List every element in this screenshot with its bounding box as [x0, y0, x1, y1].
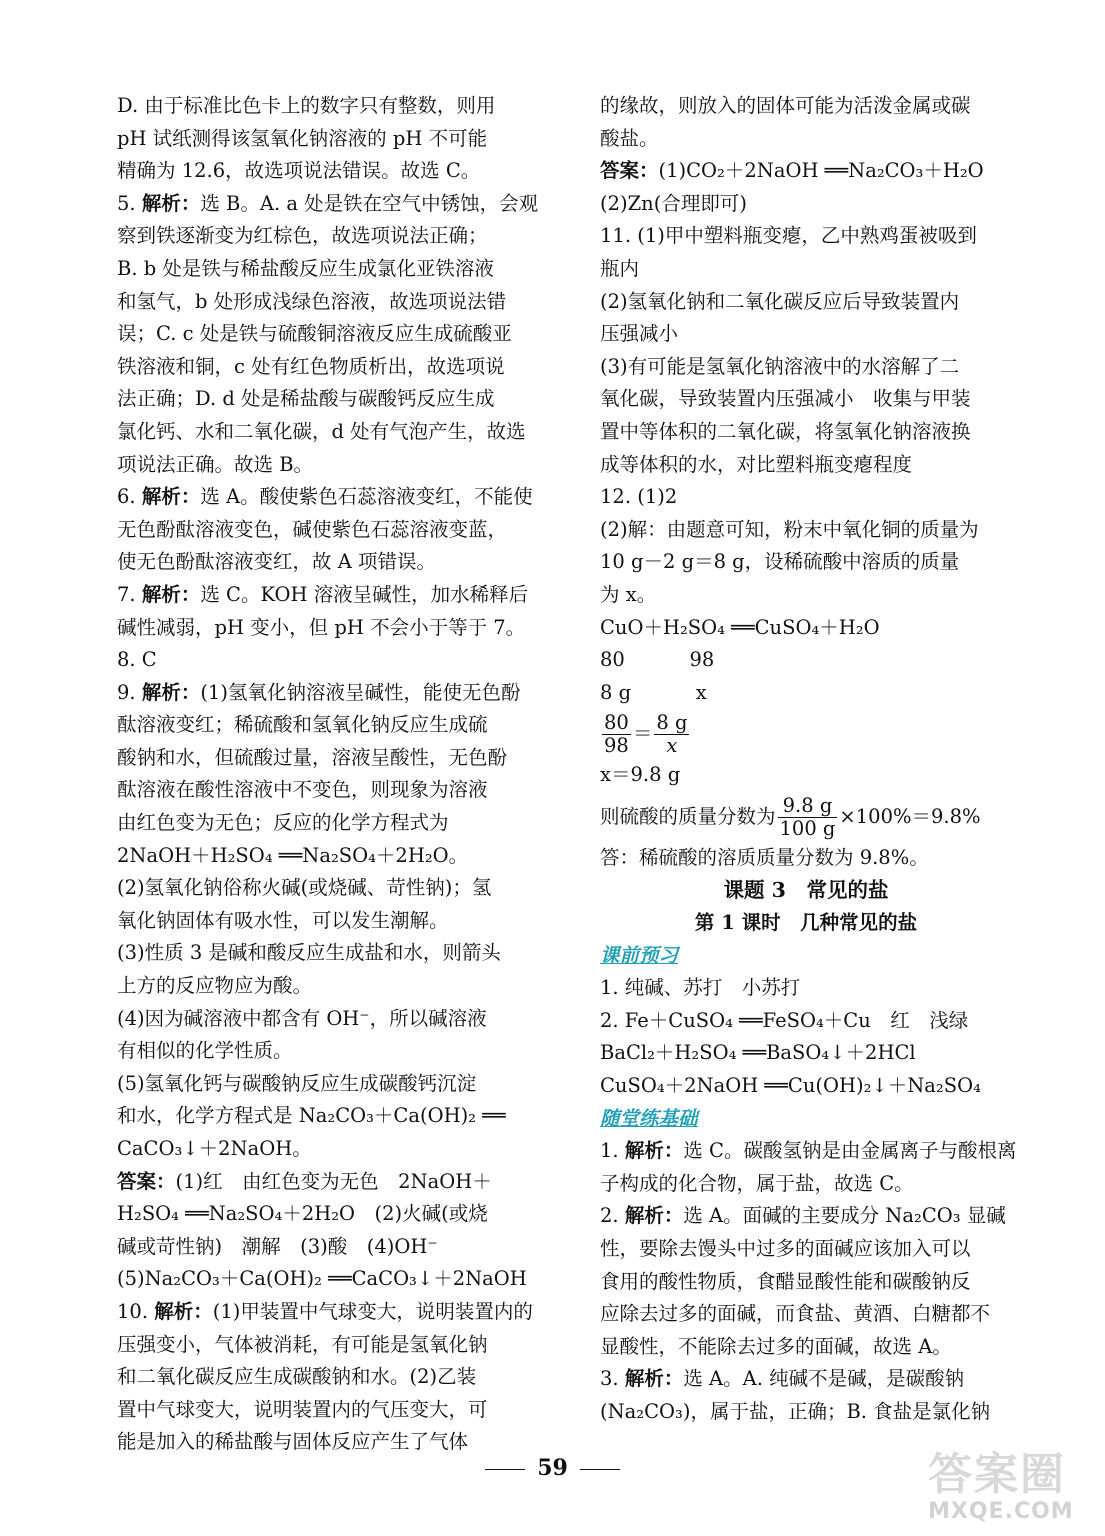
- fraction-equation: [600, 709, 1012, 759]
- text-line: 9. 解析：(1)氢氧化钠溶液呈碱性，能使无色酚: [117, 680, 521, 704]
- watermark-cn: 答案圈: [928, 1449, 1066, 1500]
- text-line: 项说法正确。故选 B。: [117, 452, 314, 476]
- marker-label: 解析：: [624, 1367, 684, 1391]
- fraction-numerator: 9.8 g: [778, 795, 838, 818]
- text-line: (3)有可能是氢氧化钠溶液中的水溶解了二: [600, 354, 960, 378]
- text-line: 瓶内: [600, 256, 640, 280]
- fraction-8g-x: [654, 712, 689, 757]
- text-line: 性，要除去馒头中过多的面碱应该加入可以: [600, 1237, 971, 1260]
- text-line: 3. 解析：选 A。A. 纯碱不是碱，是碳酸钠: [600, 1367, 965, 1391]
- text-line: 置中气球变大，说明装置内的气压变大，可: [117, 1397, 488, 1421]
- fraction-denominator: x: [666, 734, 678, 758]
- mass-fraction-suffix: ×100%＝9.8%: [839, 804, 981, 828]
- text-line: 2NaOH＋H₂SO₄ ══Na₂SO₄＋2H₂O。: [117, 843, 469, 867]
- text-line: 2. Fe＋CuSO₄ ══FeSO₄＋Cu 红 浅绿: [600, 1008, 969, 1032]
- text-line: 成等体积的水，对比塑料瓶变瘪程度: [600, 452, 913, 476]
- text-line: 铁溶液和铜，c 处有红色物质析出，故选项说: [117, 354, 505, 378]
- text-line: 6. 解析：选 A。酸使紫色石蕊溶液变红，不能使: [117, 485, 533, 509]
- watermark-logo: [928, 1450, 1098, 1530]
- text-line: 为 x。: [600, 582, 657, 606]
- marker-label: 解析：: [624, 1139, 684, 1163]
- marker-label: 答案：: [117, 1169, 176, 1193]
- section-basic: [600, 1103, 1012, 1136]
- text-line: 答：稀硫酸的溶质质量分数为 9.8%。: [600, 845, 929, 869]
- text-line: 碱或苛性钠) 潮解 (3)酸 (4)OH⁻: [117, 1234, 438, 1258]
- marker-label: 解析：: [154, 1299, 213, 1323]
- fraction-mass: [778, 795, 838, 840]
- left-column: [117, 90, 539, 1459]
- period-heading: 第 1 课时 几种常见的盐: [694, 911, 918, 935]
- lesson-heading: 课题 3 常见的盐: [723, 878, 889, 903]
- dash-left: [485, 1469, 525, 1470]
- fraction-denominator: 98: [604, 734, 629, 758]
- text-line: 和二氧化碳反应生成碳酸钠和水。(2)乙装: [117, 1365, 477, 1389]
- text-line: x＝9.8 g: [600, 763, 681, 787]
- page-number-text: 59: [537, 1455, 568, 1481]
- marker-label: 解析：: [141, 191, 201, 215]
- text-line: 酸钠和水，但硫酸过量，溶液呈酸性，无色酚: [117, 745, 508, 769]
- fraction-numerator: 80: [604, 711, 629, 735]
- text-line: 酞溶液在酸性溶液中不变色，则现象为溶液: [117, 778, 488, 802]
- text-line: CuSO₄＋2NaOH ══Cu(OH)₂↓＋Na₂SO₄: [600, 1074, 981, 1098]
- fraction-denominator: 100 g: [779, 816, 836, 840]
- text-line: 能是加入的稀盐酸与固体反应产生了气体: [117, 1430, 469, 1454]
- marker-label: 答案：: [600, 159, 659, 183]
- text-line: H₂SO₄ ══Na₂SO₄＋2H₂O (2)火碱(或烧: [117, 1202, 488, 1226]
- fraction-80-98: [602, 712, 631, 757]
- text-line: D. 由于标准比色卡上的数字只有整数，则用: [117, 94, 496, 117]
- text-line: 置中等体积的二氧化碳，将氢氧化钠溶液换: [600, 419, 971, 443]
- section-label-preview: 课前预习: [600, 943, 679, 967]
- equals-sign: ＝: [632, 722, 653, 746]
- text-line: 10 g－2 g＝8 g，设稀硫酸中溶质的质量: [600, 550, 960, 574]
- mass-fraction-prefix: 则硫酸的质量分数为: [600, 804, 776, 828]
- text-line: 氧化碳，导致装置内压强减小 收集与甲装: [600, 387, 971, 411]
- text-line: 精确为 12.6，故选项说法错误。故选 C。: [117, 159, 481, 183]
- text-line: 上方的反应物应为酸。: [117, 974, 313, 998]
- text-line: (2)解：由题意可知，粉末中氧化铜的质量为: [600, 517, 979, 541]
- text-line: 酞溶液变红；稀硫酸和氢氧化钠反应生成硫: [117, 713, 488, 737]
- marker-label: 解析：: [141, 485, 201, 509]
- text-line: 酸盐。: [600, 126, 659, 150]
- text-line: (4)因为碱溶液中都含有 OH⁻，所以碱溶液: [117, 1006, 487, 1030]
- text-line: (5)Na₂CO₃＋Ca(OH)₂ ══CaCO₃↓＋2NaOH: [117, 1267, 527, 1291]
- text-line: CaCO₃↓＋2NaOH。: [117, 1137, 312, 1160]
- text-line: 察到铁逐渐变为红棕色，故选项说法正确；: [117, 224, 488, 248]
- text-line: 11. (1)甲中塑料瓶变瘪，乙中熟鸡蛋被吸到: [600, 224, 977, 248]
- text-line: 子构成的化合物，属于盐，故选 C。: [600, 1171, 914, 1195]
- text-line: 食用的酸性物质，食醋显酸性能和碳酸钠反: [600, 1269, 971, 1293]
- text-line: 的缘故，则放入的固体可能为活泼金属或碳: [600, 94, 971, 117]
- dash-right: [580, 1469, 620, 1470]
- text-line: (2)氢氧化钠俗称火碱(或烧碱、苛性钠)；氢: [117, 876, 492, 900]
- text-line: 由红色变为无色；反应的化学方程式为: [117, 811, 449, 835]
- text-line: 1. 纯碱、苏打 小苏打: [600, 976, 801, 1000]
- marker-label: 解析：: [141, 680, 201, 704]
- text-line: 无色酚酞溶液变色，碱使紫色石蕊溶液变蓝，: [117, 517, 508, 541]
- text-line: 答案：(1)CO₂＋2NaOH ══Na₂CO₃＋H₂O: [600, 159, 984, 183]
- right-column: [600, 90, 1017, 1429]
- text-line: 法正确；D. d 处是稀盐酸与碳酸钙反应生成: [117, 387, 495, 411]
- text-line: 和水，化学方程式是 Na₂CO₃＋Ca(OH)₂ ══: [117, 1104, 506, 1128]
- text-line: 8 g x: [600, 680, 707, 704]
- text-line: pH 试纸测得该氢氧化钠溶液的 pH 不可能: [117, 126, 488, 150]
- text-line: 压强变小，气体被消耗，有可能是氢氧化钠: [117, 1332, 488, 1356]
- text-line: 和氢气，b 处形成浅绿色溶液，故选项说法错: [117, 289, 507, 313]
- text-line: 有相似的化学性质。: [117, 1039, 293, 1063]
- text-line: (2)氢氧化钠和二氧化碳反应后导致装置内: [600, 289, 960, 313]
- text-line: 碱性减弱，pH 变小，但 pH 不会小于等于 7。: [117, 615, 526, 639]
- text-line: 80 98: [600, 648, 715, 672]
- text-line: 10. 解析：(1)甲装置中气球变大，说明装置内的: [117, 1299, 533, 1323]
- text-line: CuO＋H₂SO₄ ══CuSO₄＋H₂O: [600, 615, 880, 639]
- text-line: BaCl₂＋H₂SO₄ ══BaSO₄↓＋2HCl: [600, 1041, 916, 1065]
- text-line: 12. (1)2: [600, 485, 678, 509]
- text-line: 显酸性，不能除去过多的面碱，故选 A。: [600, 1334, 952, 1358]
- text-line: 应除去过多的面碱，而食盐、黄酒、白糖都不: [600, 1302, 991, 1326]
- text-line: 1. 解析：选 C。碳酸氢钠是由金属离子与酸根离: [600, 1139, 1017, 1163]
- fraction-numerator: 8 g: [656, 711, 688, 735]
- text-line: B. b 处是铁与稀盐酸反应生成氯化亚铁溶液: [117, 256, 494, 280]
- marker-label: 解析：: [624, 1204, 684, 1228]
- text-line: 7. 解析：选 C。KOH 溶液呈碱性，加水稀释后: [117, 582, 529, 606]
- text-line: 压强减小: [600, 322, 679, 346]
- text-line: (3)性质 3 是碱和酸反应生成盐和水，则箭头: [117, 941, 501, 965]
- text-line: 氯化钙、水和二氧化碳，d 处有气泡产生，故选: [117, 419, 526, 443]
- marker-label: 解析：: [141, 582, 201, 606]
- watermark-en: MXQE.COM: [928, 1499, 1074, 1524]
- text-line: (2)Zn(合理即可): [600, 191, 747, 215]
- section-preview: [600, 940, 1012, 973]
- text-line: 误；C. c 处是铁与硫酸铜溶液反应生成硫酸亚: [117, 322, 512, 346]
- text-line: 使无色酚酞溶液变红，故 A 项错误。: [117, 550, 436, 574]
- text-line: (5)氢氧化钙与碳酸钠反应生成碳酸钙沉淀: [117, 1071, 477, 1095]
- section-label-basic: 随堂练基础: [600, 1106, 698, 1130]
- mass-fraction-line: [600, 792, 1012, 842]
- text-line: 8. C: [117, 648, 157, 672]
- text-line: 氧化钠固体有吸水性，可以发生潮解。: [117, 908, 449, 932]
- text-line: (Na₂CO₃)，属于盐，正确；B. 食盐是氯化钠: [600, 1399, 991, 1423]
- text-line: 2. 解析：选 A。面碱的主要成分 Na₂CO₃ 显碱: [600, 1204, 1006, 1228]
- text-line: 5. 解析：选 B。A. a 处是铁在空气中锈蚀，会观: [117, 191, 539, 215]
- text-line: 答案：(1)红 由红色变为无色 2NaOH＋: [117, 1169, 492, 1193]
